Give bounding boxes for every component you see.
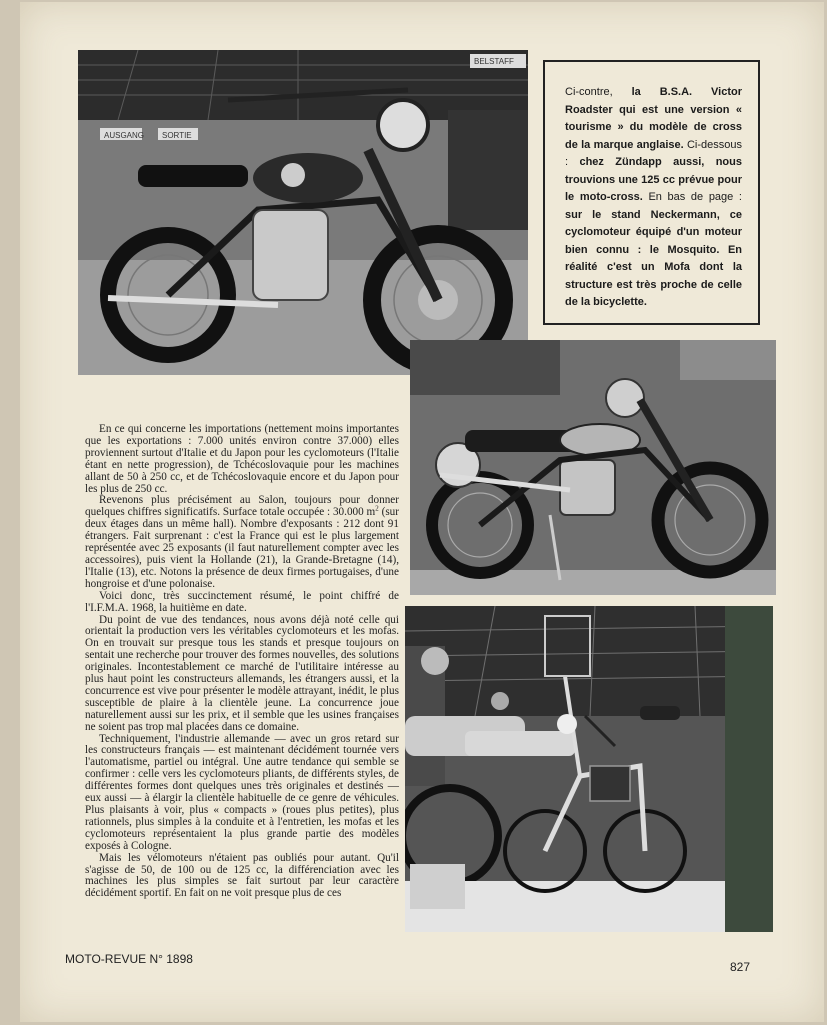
caption-en-bas: En bas de page :	[648, 191, 742, 203]
photo-neckermann-mofa	[405, 606, 773, 932]
article-body	[85, 424, 399, 900]
photo-bsa-victor-roadster	[78, 50, 528, 375]
article-salon-text-b: (sur deux étages dans un même hall). Nombre d'exposants : 212 dont 91 étrangers. Fait surprenant : c'est la France qui est le plus largement représentée avec 25 exposants (il faut naturellement compter avec les accessoires), puis vient la Hollande (21), la Grande-Bretagne (14), l'Italie (13), etc. Notons la présence de deux firmes portugaises, d'une hongroise et d'une polonaise.	[85, 506, 399, 590]
photo-caption-box	[543, 60, 760, 325]
article-paragraph-importations: En ce qui concerne les importations (nettement moins importantes que les exportations : 7.000 unités environ contre 37.000) elles proviennent surtout d'Italie et du Japon pour les cyclomoteurs (l'Italie étant en nette progression), de Tchécoslovaquie pour les machines allant de 50 à 250 cc, et de Tchécoslovaquie encore et du Japon pour les plus de 250 cc.	[85, 423, 399, 495]
caption-intro: Ci-contre,	[565, 86, 632, 98]
article-paragraph-salon	[85, 495, 399, 590]
bsa-motorcycle-image	[78, 50, 528, 375]
article-salon-superscript: 2	[375, 504, 379, 513]
sign-belstaff: BELSTAFF	[474, 57, 514, 66]
photo-zundapp-125	[410, 340, 776, 595]
article-paragraph-tendances: Du point de vue des tendances, nous avons déjà noté celle qui orientait la production vers les véritables cyclomoteurs et les mofas. On en trouvait sur presque tous les stands et presque toujours on sentait une recherche pour trouver des formes nouvelles, des solutions originales. Incontestablement ce marché de l'utilitaire intéresse au plus haut point les constructeurs allemands, les étrangers aussi, et la concurrence est vive pour présenter le modèle attrayant, inédit, le plus susceptible de plaire à la clientèle jeune. La concurrence joue naturellement aussi sur les prix, et il semble que les usines françaises ne soient pas trop mal placées dans ce domaine.	[85, 613, 399, 733]
caption-neckermann: sur le stand Neckermann, ce cyclomoteur équipé d'un moteur bien connu : le Mosquito. En réalité c'est un Mofa dont la structure est très proche de celle de la bicyclette.	[565, 208, 742, 308]
footer-page-number: 827	[730, 960, 751, 974]
sign-sortie: SORTIE	[162, 131, 192, 140]
article-paragraph-techniquement: Techniquement, l'industrie allemande — avec un gros retard sur les constructeurs français — est maintenant décidément tournée vers l'automatisme, partiel ou intégral. Une autre tendance qui semble se confirmer : celle vers les cyclomoteurs pliants, de différents styles, de différentes formes dont quelques unes très originales et destinés — eux aussi — à élargir la clientèle habituelle de ce genre de véhicules. Plus plaisants à voir, plus « compacts » (roues plus petites), plus rationnels, plus simples à la conduite et à l'entretien, les mofas et les cyclomoteurs représentaient la plus grande partie des modèles exposés à Cologne.	[85, 732, 399, 852]
footer-magazine-issue: MOTO-REVUE N° 1898	[65, 952, 193, 966]
article-salon-text-a: Revenons plus précisément au Salon, toujours pour donner quelques chiffres significatifs. Surface totale occupée : 30.000 m	[85, 494, 399, 519]
article-paragraph-velomoteurs: Mais les vélomoteurs n'étaient pas oubliés pour autant. Qu'il s'agisse de 50, de 100 ou de 125 cc, la différenciation avec les machines les plus simples se fait surtout par leur caractère décidément sportif. En fait on ne voit presque plus de ces	[85, 851, 399, 900]
zundapp-motorcycle-image	[410, 340, 776, 595]
neckermann-mofa-image	[405, 606, 773, 932]
caption-ci-dessous: Ci-dessous :	[565, 138, 742, 168]
sign-ausgang: AUSGANG	[104, 131, 145, 140]
caption-zundapp: chez Zündapp aussi, nous trouvions une 125 cc prévue pour le moto-cross.	[565, 156, 742, 203]
article-paragraph-ifma: Voici donc, très succinctement résumé, le point chiffré de l'I.F.M.A. 1968, la huitième en date.	[85, 589, 399, 614]
magazine-page	[20, 2, 824, 1022]
caption-bsa: la B.S.A. Victor Roadster qui est une version « tourisme » du modèle de cross de la marque anglaise.	[565, 86, 742, 151]
